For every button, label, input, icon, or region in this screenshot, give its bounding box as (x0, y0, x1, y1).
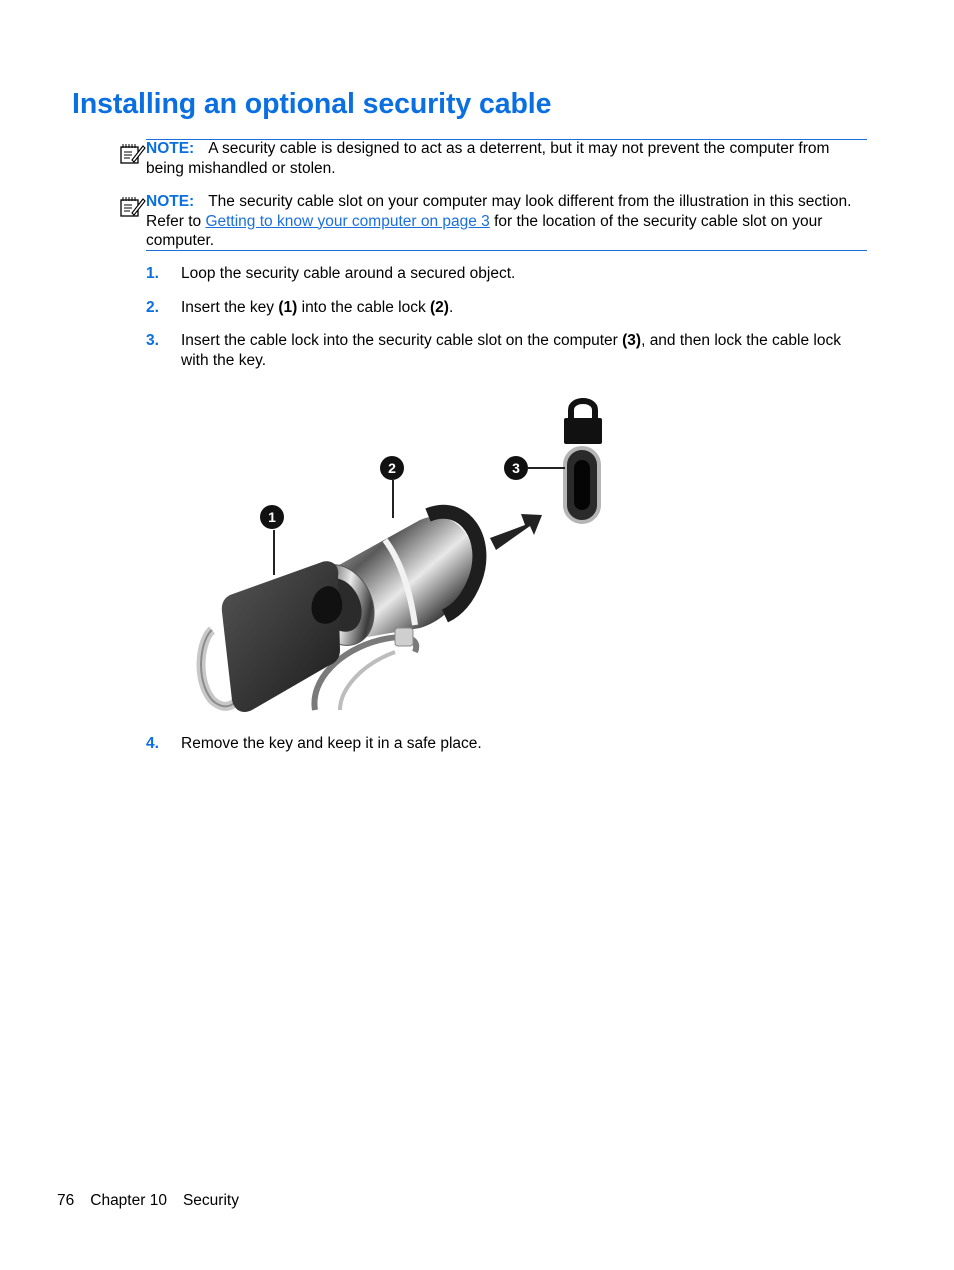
page-footer (57, 1192, 255, 1210)
note-bottom-rule (146, 250, 867, 251)
note-deterrent (118, 139, 867, 178)
callout-label: 3 (512, 460, 520, 476)
lock-icon (564, 401, 602, 444)
step-number: 1. (146, 265, 159, 282)
note-icon (118, 194, 146, 218)
step-2 (146, 298, 867, 318)
step-4 (146, 734, 867, 754)
note-icon (118, 141, 146, 165)
callout-label: 2 (388, 460, 396, 476)
chapter-label: Chapter 10 (90, 1192, 167, 1209)
note-label: NOTE: (146, 193, 195, 210)
key (201, 561, 342, 712)
note-label: NOTE: (146, 140, 195, 157)
page-number: 76 (57, 1192, 75, 1209)
callout-2 (380, 456, 404, 480)
step-3 (146, 331, 867, 370)
note-illustration-difference (118, 192, 867, 251)
note-text-before: The security cable slot on your computer may look different from the illustration in this section. Refer to (146, 193, 852, 230)
security-cable-illustration (190, 390, 610, 720)
step-number: 3. (146, 332, 159, 349)
section-label: Security (182, 1192, 239, 1209)
page-title: Installing an optional security cable (72, 88, 552, 120)
step-text: Remove the key and keep it in a safe place. (181, 735, 482, 752)
insert-arrow (490, 514, 542, 550)
step-number: 4. (146, 735, 159, 752)
note-text-after: for the location of the security cable slot on your computer. (146, 212, 823, 249)
note-text: A security cable is designed to act as a deterrent, but it may not prevent the computer from being mishandled or stolen. (146, 140, 830, 177)
step-text: Insert the key (1) into the cable lock (2). (181, 299, 454, 316)
callout-1 (260, 505, 284, 529)
callout-label: 1 (268, 509, 276, 525)
callout-3 (504, 456, 528, 480)
step-number: 2. (146, 299, 159, 316)
getting-to-know-link[interactable]: Getting to know your computer on page 3 (205, 212, 490, 230)
step-text: Loop the security cable around a secured object. (181, 265, 516, 282)
step-1 (146, 264, 867, 284)
step-text: Insert the cable lock into the security cable slot on the computer (3), and then lock the cable lock with the key. (181, 332, 841, 369)
